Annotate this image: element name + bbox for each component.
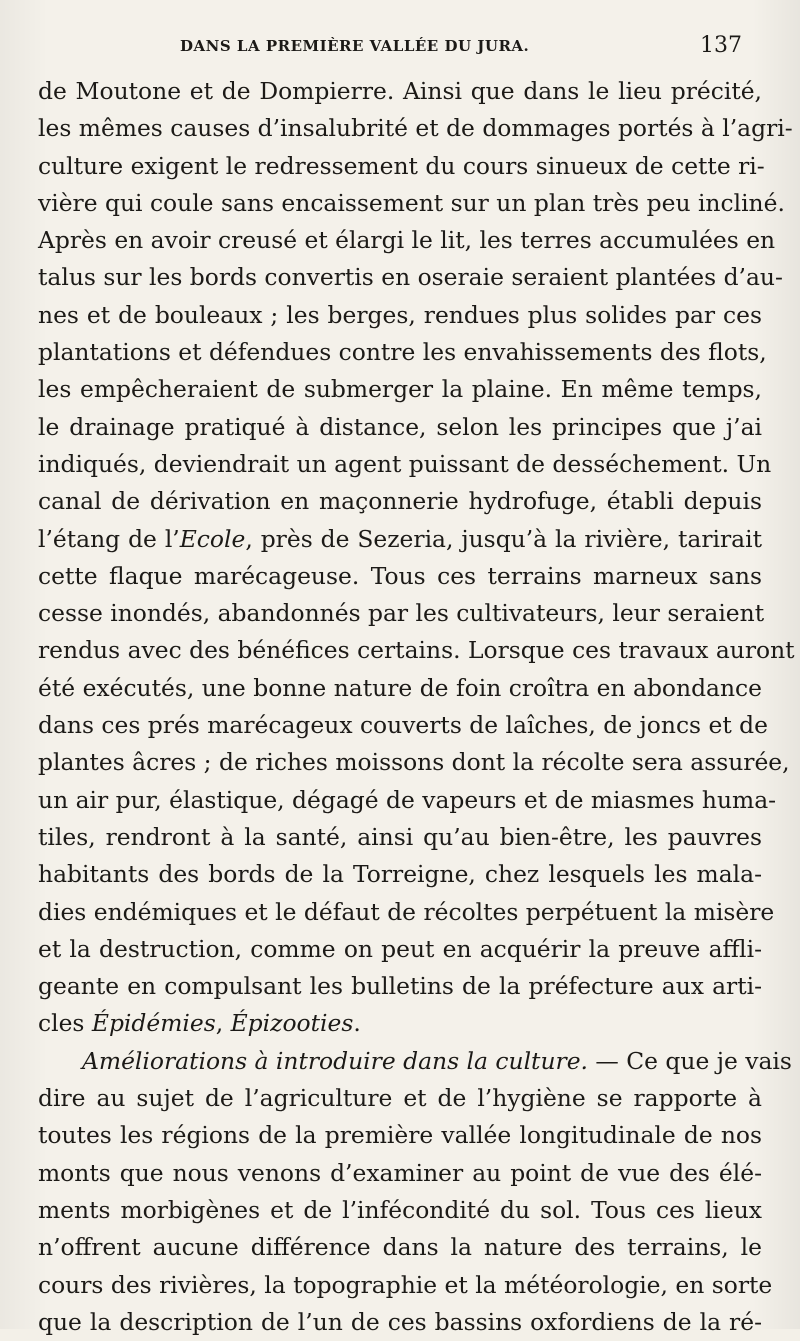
line-text: .	[353, 1009, 361, 1038]
text-line	[38, 819, 762, 856]
line-text: les mêmes causes d’insalubrité et de dommages portés à l’agri-	[38, 114, 793, 143]
line-text: nes et de bouleaux ; les berges, rendues plus solides par ces	[38, 300, 762, 329]
running-head: DANS LA PREMIÈRE VALLÉE DU JURA.	[180, 37, 530, 55]
body-text	[38, 73, 795, 1341]
line-text: ,	[215, 1009, 231, 1038]
text-line	[38, 1267, 773, 1304]
line-text: cesse inondés, abandonnés par les cultivateurs, leur seraient	[38, 599, 765, 628]
line-text: cles	[38, 1009, 92, 1038]
text-line	[38, 1117, 762, 1154]
text-line	[38, 894, 775, 931]
line-text: ments morbigènes et de l’infécondité du sol. Tous ces lieux	[38, 1195, 762, 1224]
line-text: plantations et défendues contre les envahissements des flots,	[38, 338, 767, 367]
text-line	[38, 1192, 762, 1229]
text-line	[38, 1080, 762, 1117]
text-line	[38, 558, 762, 595]
page-header	[180, 33, 742, 63]
line-text: cours des rivières, la topographie et la météorologie, en sorte	[38, 1270, 773, 1299]
text-line	[38, 409, 762, 446]
line-text: cette flaque marécageuse. Tous ces terrains marneux sans	[38, 561, 762, 590]
text-line	[38, 931, 762, 968]
line-text: monts que nous venons d’examiner au point de vue des élé-	[38, 1158, 762, 1187]
italic-text: Améliorations à introduire dans la culture.	[82, 1046, 588, 1075]
text-line	[38, 185, 785, 222]
line-text: tiles, rendront à la santé, ainsi qu’au bien-être, les pauvres	[38, 822, 762, 851]
line-text: plantes âcres ; de riches moissons dont la récolte sera assurée,	[38, 748, 790, 777]
line-text: un air pur, élastique, dégagé de vapeurs et de miasmes huma-	[38, 785, 777, 814]
line-text: de Moutone et de Dompierre. Ainsi que dans le lieu précité,	[38, 77, 762, 105]
italic-text: Épizooties	[230, 1009, 354, 1038]
line-text: Après en avoir creusé et élargi le lit, les terres accumulées en	[38, 226, 776, 255]
line-text: le drainage pratiqué à distance, selon les principes que j’ai	[38, 412, 762, 441]
line-text: rendus avec des bénéfices certains. Lorsque ces travaux auront	[38, 636, 795, 665]
text-line	[38, 334, 767, 371]
text-line	[38, 222, 776, 259]
text-line	[38, 148, 765, 185]
line-text: , près de Sezeria, jusqu’à la rivière, tarirait	[245, 524, 762, 553]
text-line	[38, 744, 790, 781]
text-line	[38, 446, 772, 483]
line-text: vière qui coule sans encaissement sur un plan très peu incliné.	[38, 188, 785, 217]
line-text: geante en compulsant les bulletins de la préfecture aux arti-	[38, 972, 762, 1001]
line-text: — Ce que je vais	[587, 1046, 792, 1075]
line-text: dies endémiques et le défaut de récoltes perpétuent la misère	[38, 897, 775, 926]
text-line	[38, 707, 768, 744]
text-line	[38, 483, 762, 520]
italic-text: Épidémies	[91, 1009, 216, 1038]
text-line	[38, 595, 765, 632]
text-line	[38, 73, 762, 110]
text-line	[38, 1043, 792, 1080]
line-text: les empêcheraient de submerger la plaine. En même temps,	[38, 375, 762, 404]
line-text: canal de dérivation en maçonnerie hydrofuge, établi depuis	[38, 487, 762, 516]
text-line	[38, 371, 762, 408]
line-text: culture exigent le redressement du cours sinueux de cette ri-	[38, 151, 765, 180]
line-text: été exécutés, une bonne nature de foin croîtra en abondance	[38, 673, 762, 702]
line-text: habitants des bords de la Torreigne, chez lesquels les mala-	[38, 860, 762, 889]
text-line	[38, 259, 783, 296]
line-text: dire au sujet de l’agriculture et de l’hygiène se rapporte à	[38, 1084, 762, 1113]
text-line	[38, 297, 762, 334]
line-text: l’étang de l’	[38, 524, 180, 553]
text-line	[38, 632, 795, 669]
line-text: que la description de l’un de ces bassins oxfordiens de la ré-	[38, 1307, 762, 1336]
text-line	[38, 1304, 762, 1341]
line-text: toutes les régions de la première vallée longitudinale de nos	[38, 1121, 762, 1150]
text-line	[38, 1155, 762, 1192]
line-text: indiqués, deviendrait un agent puissant de desséchement. Un	[38, 449, 772, 478]
text-line	[38, 1005, 762, 1042]
text-line	[38, 1229, 762, 1266]
text-line	[38, 521, 762, 558]
line-text: n’offrent aucune différence dans la nature des terrains, le	[38, 1233, 762, 1262]
line-text: talus sur les bords convertis en oseraie seraient plantées d’au-	[38, 263, 783, 292]
page-number: 137	[700, 33, 742, 58]
text-line	[38, 968, 762, 1005]
text-line	[38, 856, 762, 893]
italic-text: Ecole	[179, 524, 246, 553]
text-line	[38, 670, 762, 707]
line-text: dans ces prés marécageux couverts de laîches, de joncs et de	[38, 711, 768, 740]
text-line	[38, 110, 793, 147]
line-text: et la destruction, comme on peut en acquérir la preuve affli-	[38, 934, 762, 963]
text-line	[38, 782, 777, 819]
